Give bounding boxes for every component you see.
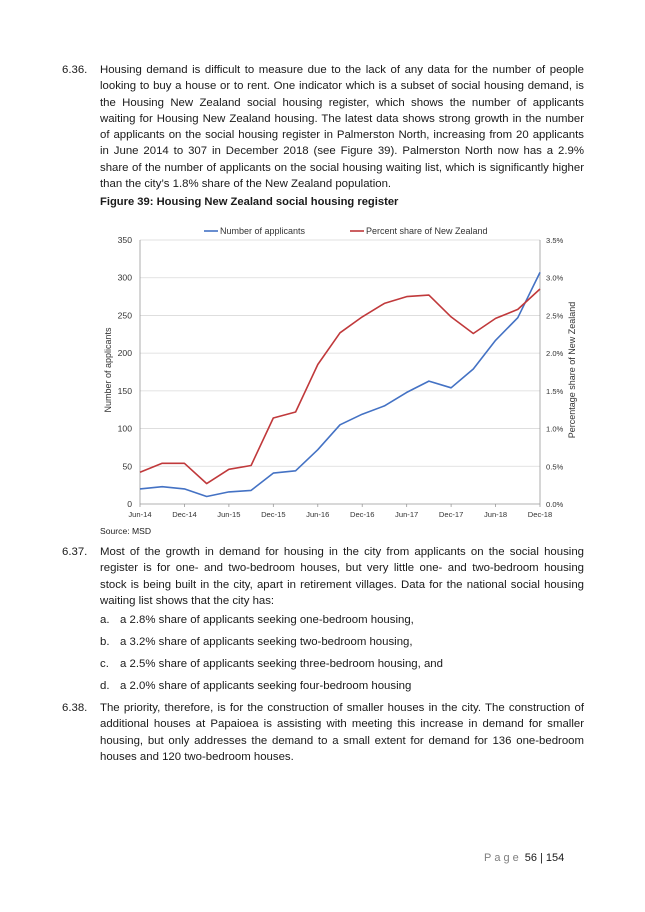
y-axis-label: Number of applicants: [103, 327, 113, 413]
figure-caption: Figure 39: Housing New Zealand social housing register: [100, 196, 399, 208]
paragraph-number: 6.36.: [62, 64, 88, 76]
y-tick-label: 350: [117, 235, 132, 245]
list-letter: d.: [100, 680, 110, 692]
x-tick-label: Dec-15: [261, 510, 286, 519]
list-text: a 2.8% share of applicants seeking one-bedroom housing,: [120, 614, 414, 626]
right-axis-ticks: [546, 236, 564, 509]
paragraph-text: Housing demand is difficult to measure due to the lack of any data for the number of people looking to buy a house or to rent. One indicator which is a subset of social housing demand, is the Housing New Zealand social housing register, which shows the number of applicants waiting for Housing New Zealand housing. The latest data shows strong growth in the number of applicants on the social housing register in Palmerston North, increasing from 20 applicants in June 2014 to 307 in December 2018 (see Figure 39). Palmerston North now has a 2.9% share of the number of applicants on the social housing waiting list, which is significantly higher than the city’s 1.8% share of the New Zealand population.: [100, 64, 584, 191]
line-chart: [100, 216, 584, 524]
y2-tick-label: 0.5%: [546, 462, 564, 472]
chart-grid: [140, 240, 540, 466]
page-label: Page: [484, 852, 522, 864]
page-number: 56: [524, 852, 538, 864]
y-tick-label: 250: [117, 310, 132, 321]
list-text: a 3.2% share of applicants seeking two-bedroom housing,: [120, 636, 413, 648]
share-line: [140, 289, 540, 484]
x-tick-label: Jun-17: [395, 510, 419, 519]
y-tick-label: 100: [117, 423, 132, 434]
legend-label: Percent share of New Zealand: [366, 226, 488, 236]
x-tick-label: Dec-17: [438, 510, 464, 519]
paragraph-number: 6.38.: [62, 702, 88, 714]
x-tick-label: Dec-18: [527, 510, 553, 519]
total-pages: 154: [545, 852, 565, 864]
paragraph-text: The priority, therefore, is for the construction of smaller houses in the city. The construction of additional houses at Papaioea is assisting with meeting this increase in demand for smaller housing, but only addresses the demand to a small extent for demand for 136 one-bedroom houses and 120 two-bedroom houses.: [100, 702, 584, 763]
x-tick-label: Jun-18: [483, 510, 508, 519]
y-tick-label: 50: [122, 461, 132, 472]
x-tick-label: Jun-14: [128, 510, 152, 519]
y2-axis-label: Percentage share of New Zealand: [567, 301, 577, 439]
x-tick-label: Jun-15: [217, 510, 241, 519]
left-axis-ticks: [118, 235, 133, 509]
y2-tick-label: 3.5%: [546, 236, 564, 245]
y2-tick-label: 2.0%: [546, 349, 564, 359]
y-tick-label: 150: [117, 385, 132, 396]
paragraph-text: Most of the growth in demand for housing in the city from applicants on the social housing register is for one- and two-bedroom houses, but very little one- and two-bedroom housing stock is being built in the city, apart in retirement villages. Data for the national social housing waiting list shows that the city has:: [100, 546, 584, 607]
list-letter: c.: [100, 658, 109, 670]
list-text: a 2.5% share of applicants seeking three-bedroom housing, and: [120, 658, 443, 670]
applicants-line: [140, 272, 540, 496]
y2-tick-label: 1.5%: [546, 386, 564, 396]
social-housing-chart: [100, 216, 584, 524]
y2-tick-label: 3.0%: [546, 273, 564, 283]
x-axis-ticks: [128, 504, 552, 519]
x-tick-label: Dec-14: [172, 510, 197, 519]
y-tick-label: 0: [127, 499, 132, 509]
chart-frame: [140, 240, 540, 504]
x-tick-label: Jun-16: [306, 510, 330, 519]
paragraph-6-38: [62, 700, 584, 765]
page-separator: |: [540, 852, 543, 864]
y2-tick-label: 0.0%: [546, 500, 564, 509]
y-tick-label: 300: [117, 272, 132, 283]
y-tick-label: 200: [117, 348, 132, 359]
chart-series: [140, 272, 540, 496]
x-tick-label: Dec-16: [349, 510, 375, 519]
paragraph-6-36: [62, 62, 584, 192]
y2-tick-label: 1.0%: [546, 424, 564, 434]
list-letter: b.: [100, 636, 110, 648]
list-text: a 2.0% share of applicants seeking four-bedroom housing: [120, 680, 412, 692]
paragraph-6-37: [62, 544, 584, 609]
legend-label: Number of applicants: [220, 226, 306, 236]
y2-tick-label: 2.5%: [546, 311, 564, 321]
paragraph-number: 6.37.: [62, 546, 88, 558]
chart-legend: [204, 226, 488, 236]
page-footer: [484, 852, 564, 864]
list-letter: a.: [100, 614, 110, 626]
figure-source: Source: MSD: [100, 526, 152, 536]
